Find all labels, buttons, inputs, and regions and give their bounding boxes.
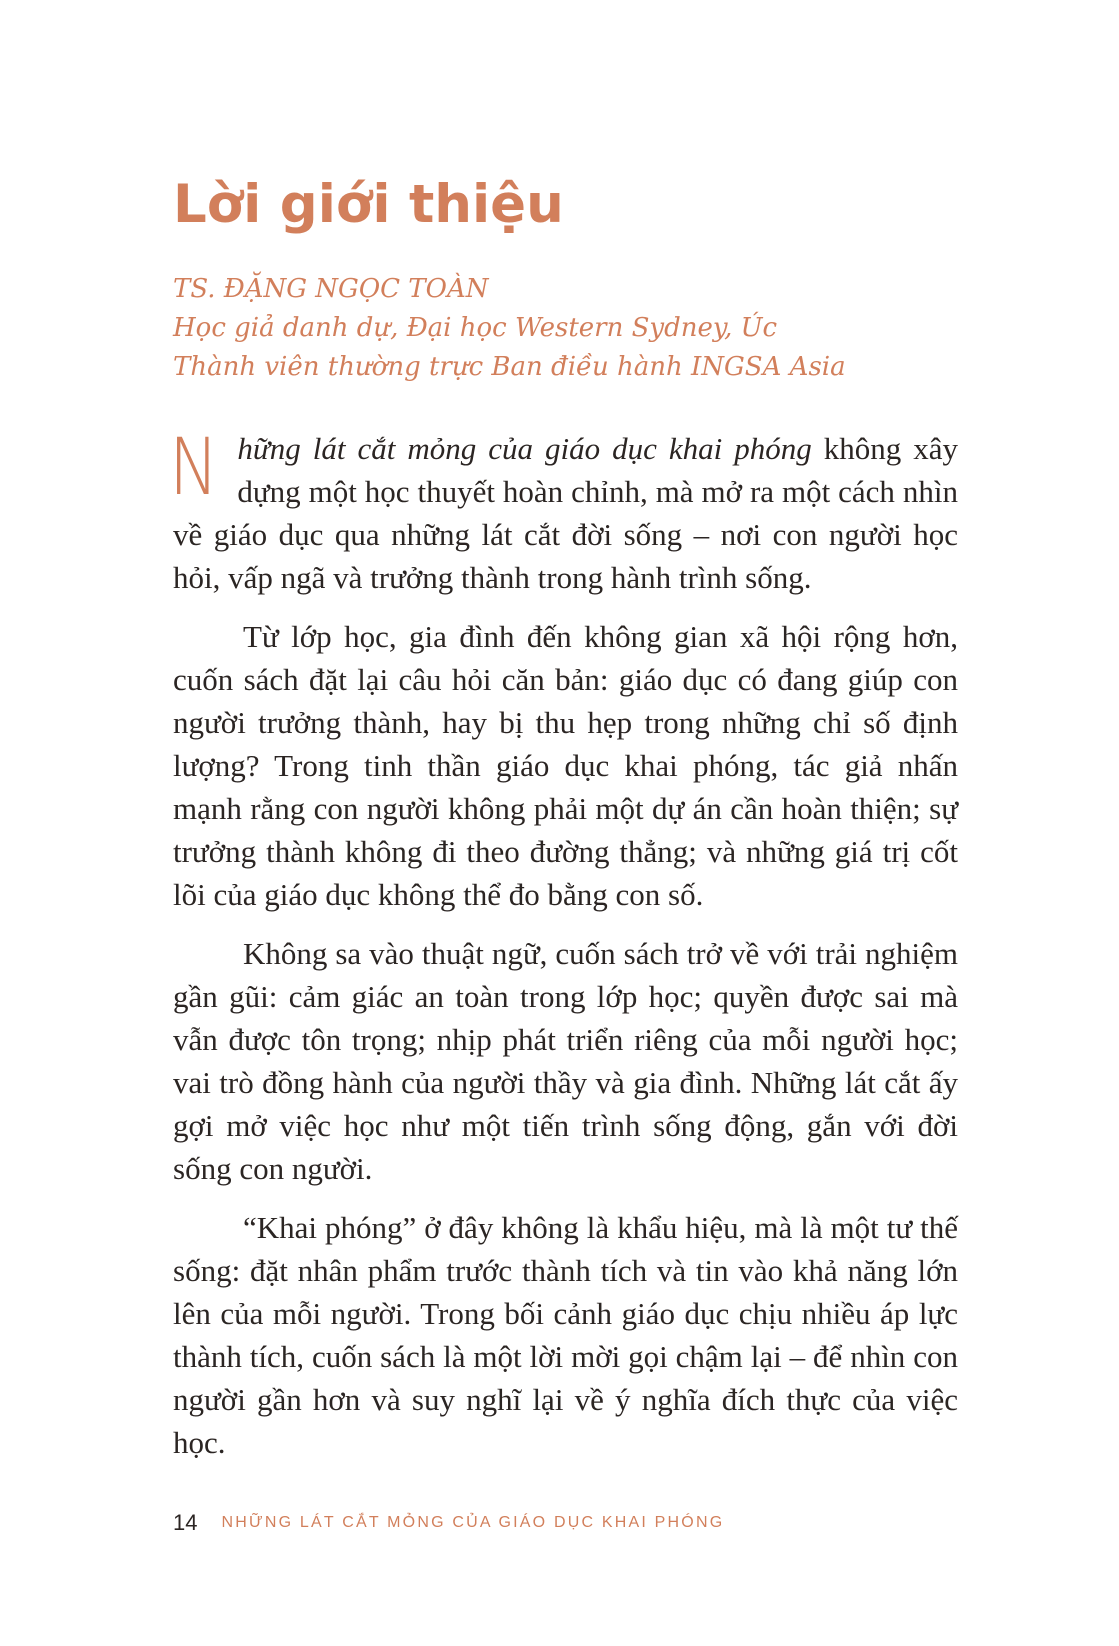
running-title: NHỮNG LÁT CẮT MỎNG CỦA GIÁO DỤC KHAI PHÓNG — [221, 1514, 725, 1531]
chapter-title: Lời giới thiệu — [173, 174, 564, 235]
page-footer — [173, 1510, 958, 1542]
author-role-2: Thành viên thường trực Ban điều hành INGSA Asia — [173, 352, 846, 382]
drop-cap: N — [169, 423, 219, 513]
author-block — [173, 270, 958, 387]
paragraph-2: Từ lớp học, gia đình đến không gian xã hội rộng hơn, cuốn sách đặt lại câu hỏi căn bản: giáo dục có đang giúp con người trưởng thành, hay bị thu hẹp trong những chỉ số định lượng? Trong tinh thần giáo dục khai phóng, tác giả nhấn mạnh rằng con người không phải một dự án cần hoàn thiện; sự trưởng thành không đi theo đường thẳng; và những giá trị cốt lõi của giáo dục không thể đo bằng con số. — [173, 619, 958, 912]
paragraph-3: Không sa vào thuật ngữ, cuốn sách trở về với trải nghiệm gần gũi: cảm giác an toàn trong lớp học; quyền được sai mà vẫn được tôn trọng; nhịp phát triển riêng của mỗi người học; vai trò đồng hành của người thầy và gia đình. Những lát cắt ấy gợi mở việc học như một tiến trình sống động, gắn với đời sống con người. — [173, 936, 958, 1186]
page-number: 14 — [173, 1510, 198, 1535]
paragraph-1-italic-lead: hững lát cắt mỏng của giáo dục khai phóng — [237, 431, 812, 466]
paragraph-1-rest: không xây dựng một học thuyết hoàn chỉnh, mà mở ra một cách nhìn về giáo dục qua những lát cắt đời sống – nơi con người học hỏi, vấp ngã và trưởng thành trong hành trình sống. — [173, 431, 958, 595]
author-name: TS. ĐẶNG NGỌC TOÀN — [173, 274, 489, 304]
author-role-1: Học giả danh dự, Đại học Western Sydney, Úc — [173, 313, 778, 343]
page-content — [169, 170, 958, 1480]
paragraph-1 — [169, 423, 958, 599]
paragraph-4: “Khai phóng” ở đây không là khẩu hiệu, mà là một tư thế sống: đặt nhân phẩm trước thành tích và tin vào khả năng lớn lên của mỗi người. Trong bối cảnh giáo dục chịu nhiều áp lực thành tích, cuốn sách là một lời mời gọi chậm lại – để nhìn con người gần hơn và suy nghĩ lại về ý nghĩa đích thực của việc học. — [173, 1210, 958, 1460]
